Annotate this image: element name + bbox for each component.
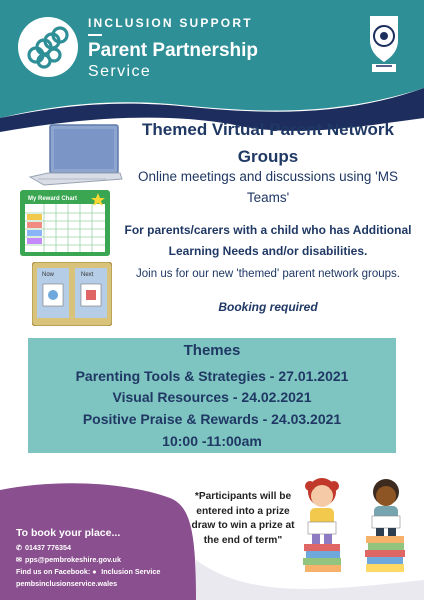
children-reading-illustration bbox=[296, 466, 414, 576]
phone-icon: ✆ bbox=[16, 543, 23, 552]
facebook-text: Find us on Facebook: bbox=[16, 567, 93, 576]
laptop-illustration bbox=[26, 123, 126, 187]
now-next-board-illustration bbox=[32, 262, 112, 326]
facebook-page: Inclusion Service bbox=[101, 567, 161, 576]
reward-chart-illustration bbox=[20, 190, 110, 256]
girl-reading-icon bbox=[303, 478, 341, 572]
theme-item: Positive Praise & Rewards - 24.03.2021 bbox=[82, 411, 342, 427]
prize-draw-note: *Participants will be entered into a prize draw to win a prize at the end of term" bbox=[191, 491, 295, 546]
phone-line[interactable] bbox=[16, 543, 71, 552]
inclusion-support-label: INCLUSION SUPPORT bbox=[88, 16, 253, 30]
session-time: 10:00 -11:00am bbox=[162, 433, 262, 449]
theme-item: Parenting Tools & Strategies - 27.01.2021 bbox=[75, 368, 349, 384]
service-title: Parent Partnership bbox=[88, 40, 258, 61]
mail-icon: ✉ bbox=[16, 555, 23, 564]
themes-box bbox=[28, 338, 396, 453]
reward-chart-label: My Reward Chart bbox=[28, 196, 78, 202]
county-crest-icon bbox=[366, 10, 402, 76]
facebook-line[interactable] bbox=[16, 567, 160, 576]
now-label: Now bbox=[42, 272, 55, 278]
facebook-icon: ● bbox=[92, 567, 97, 576]
booking-required-text: Booking required bbox=[218, 300, 318, 314]
themes-heading: Themes bbox=[183, 342, 241, 359]
boy-reading-icon bbox=[365, 479, 405, 572]
event-subtitle: Online meetings and discussions using 'MS Teams' bbox=[138, 169, 398, 205]
booking-heading: To book your place... bbox=[16, 527, 121, 539]
service-subtitle: Service bbox=[88, 63, 152, 80]
phone-number: 01437 776354 bbox=[25, 543, 71, 552]
event-title: Themed Virtual Parent Network Groups bbox=[142, 120, 394, 166]
audience-text: For parents/carers with a child who has Additional Learning Needs and/or disabilities. bbox=[124, 223, 412, 258]
next-label: Next bbox=[81, 272, 94, 278]
website-link[interactable]: pembsinclusionservice.wales bbox=[16, 579, 118, 588]
email-line[interactable] bbox=[16, 555, 121, 564]
join-text: Join us for our new 'themed' parent network groups. bbox=[136, 268, 400, 280]
service-logo bbox=[18, 17, 78, 77]
theme-item: Visual Resources - 24.02.2021 bbox=[112, 389, 312, 405]
email-address: pps@pembrokeshire.gov.uk bbox=[25, 555, 121, 564]
header-divider bbox=[88, 34, 102, 36]
linked-rings-logo-icon bbox=[18, 17, 78, 77]
